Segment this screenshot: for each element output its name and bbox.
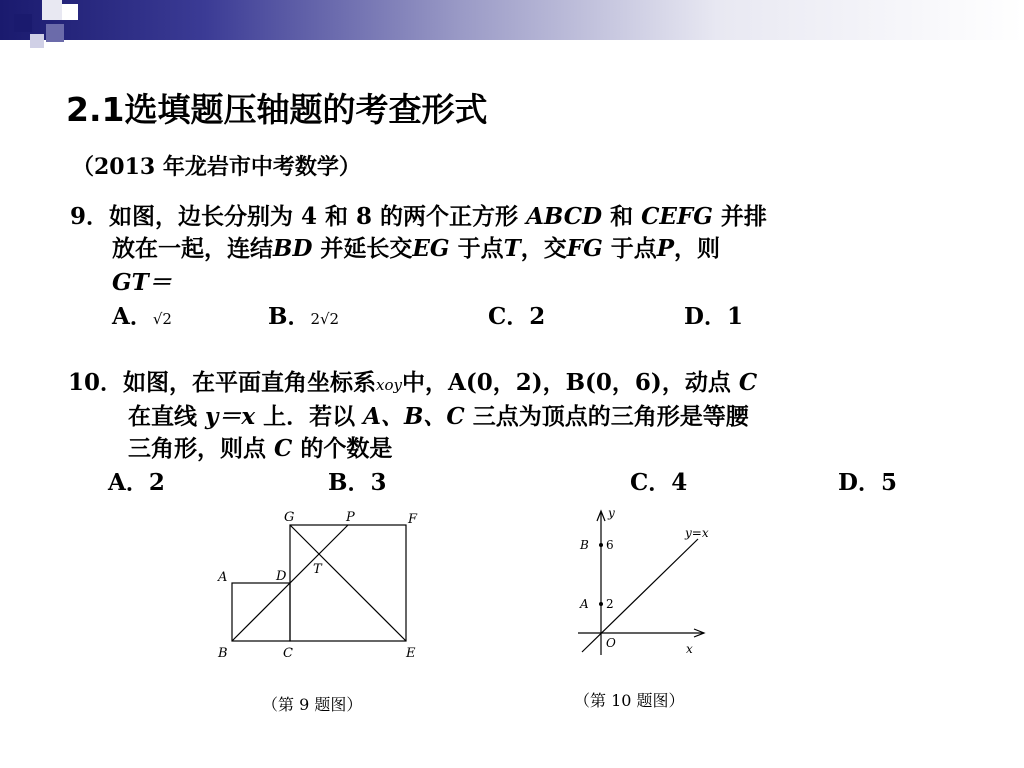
source-line: （2013 年龙岩市中考数学） xyxy=(72,154,361,180)
q9-square-cefg: CEFG xyxy=(641,203,713,230)
q9-option-a-value: √2 xyxy=(152,310,172,328)
q10-text: 中， xyxy=(401,369,448,396)
q9-option-b xyxy=(268,298,339,331)
q9-text: 于点 xyxy=(457,235,504,262)
q9-number: 9． xyxy=(70,203,110,230)
label-d: D xyxy=(276,569,287,584)
q9-var: FG xyxy=(566,235,603,262)
q9-text: 如图，边长分别为 4 和 8 的两个正方形 xyxy=(109,203,519,230)
q10-var: C xyxy=(274,435,293,462)
q10-plane-name: xoy xyxy=(376,376,402,394)
q10-option-c: C．4 xyxy=(630,469,688,496)
q10-option-b: B．3 xyxy=(328,469,387,496)
point-a xyxy=(599,602,603,606)
q10-text: 在直线 xyxy=(128,403,197,430)
q9-var: BD xyxy=(273,235,313,262)
deco-square xyxy=(46,24,64,42)
label-b: B xyxy=(580,538,589,552)
q10-text: 三角形，则点 xyxy=(128,435,266,462)
deco-square xyxy=(14,14,32,32)
q9-line2 xyxy=(112,230,720,263)
deco-square xyxy=(42,0,62,20)
label-p: P xyxy=(346,510,355,525)
q10-option-a: A．2 xyxy=(108,469,165,496)
label-two: 2 xyxy=(606,597,614,611)
q9-option-b-label: B． xyxy=(268,303,311,330)
deco-square xyxy=(62,4,78,20)
label-e: E xyxy=(406,646,416,661)
q10-text: 如图，在平面直角坐标系 xyxy=(123,369,377,396)
q9-text: 放在一起，连结 xyxy=(112,235,273,262)
q9-text: 于点 xyxy=(610,235,657,262)
q9-text: 并排 xyxy=(720,203,767,230)
q9-option-c: C．2 xyxy=(488,303,546,330)
label-a: A xyxy=(218,570,228,585)
q10-option-d: D．5 xyxy=(838,469,897,496)
label-b: B xyxy=(218,646,228,661)
q10-text: 三点为顶点的三角形是等腰 xyxy=(472,403,749,430)
label-line: y=x xyxy=(685,526,709,540)
figure-10-diagram xyxy=(570,505,720,665)
q10-text: 上．若以 xyxy=(263,403,356,430)
q9-text: 和 xyxy=(610,203,634,230)
q9-text: 并延长交 xyxy=(320,235,413,262)
q9-line3: GT＝ xyxy=(112,269,172,296)
label-o: O xyxy=(606,636,616,650)
slide-title: 2.1选填题压轴题的考查形式 xyxy=(66,90,488,129)
q10-line-eq: y＝x xyxy=(205,403,256,430)
q9-square-abcd: ABCD xyxy=(526,203,603,230)
label-x: x xyxy=(686,642,693,656)
q9-text: ，交 xyxy=(520,235,567,262)
figure-10-caption: （第 10 题图） xyxy=(574,691,685,710)
q9-text: ，则 xyxy=(674,235,721,262)
label-f: F xyxy=(408,512,418,527)
header-gradient-bar xyxy=(0,0,1024,40)
q9-option-b-value: 2√2 xyxy=(310,310,340,328)
label-six: 6 xyxy=(606,538,614,552)
figure-9-caption: （第 9 题图） xyxy=(262,695,363,714)
q10-line3 xyxy=(128,430,392,463)
q10-text: A(0，2)，B(0，6)，动点 xyxy=(447,369,731,396)
q10-var: C xyxy=(738,369,758,396)
q10-line2 xyxy=(128,398,749,431)
q9-line1 xyxy=(70,198,767,231)
q10-number: 10． xyxy=(68,369,124,396)
q9-var: T xyxy=(503,235,521,262)
q9-option-a-label: A． xyxy=(112,303,153,330)
q9-var: P xyxy=(656,235,675,262)
label-y: y xyxy=(608,506,615,520)
q10-text: 的个数是 xyxy=(300,435,393,462)
deco-square xyxy=(30,34,44,48)
point-b xyxy=(599,543,603,547)
label-c: C xyxy=(283,646,293,661)
q9-option-a xyxy=(112,298,172,331)
q10-line1 xyxy=(68,364,757,397)
line-ge xyxy=(290,525,406,641)
label-t: T xyxy=(313,562,322,577)
label-g: G xyxy=(284,510,295,525)
figure-9-diagram xyxy=(210,505,430,665)
q10-points: A、B、C xyxy=(363,403,465,430)
line-y-equals-x xyxy=(582,539,698,652)
q9-var: EG xyxy=(412,235,450,262)
q9-option-d: D．1 xyxy=(684,303,743,330)
label-a: A xyxy=(580,597,589,611)
